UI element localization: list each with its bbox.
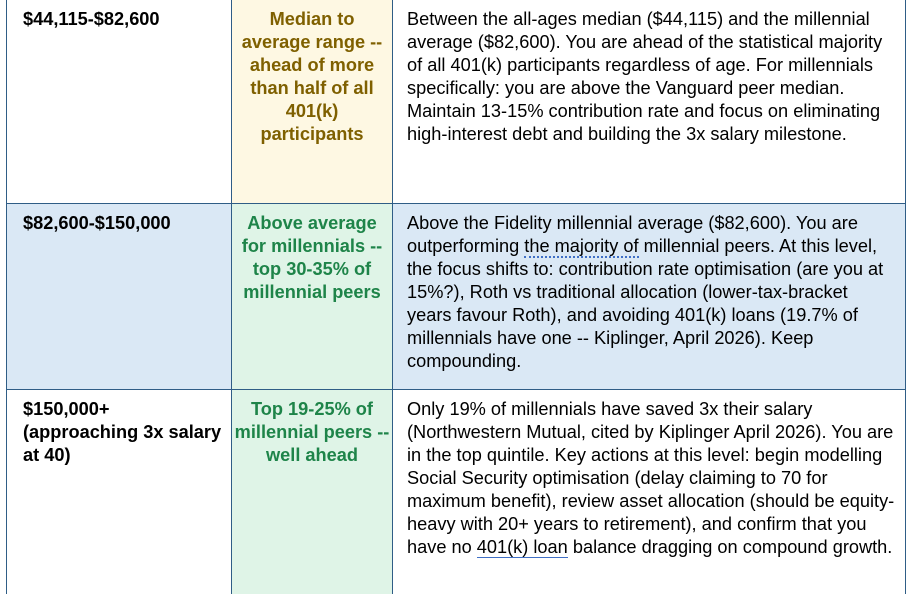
table-row [7,0,906,204]
table-row [7,390,906,594]
balance-range-cell: $82,600-$150,000 [7,204,232,390]
description-cell [393,390,906,594]
description-text: millennial peers. At this level, the focus shifts to: contribution rate optimisation (are you at 15%?), Roth vs traditional allocation (lower-tax-bracket years favour Roth), and avoiding 401(k) loans (19.7% of millennials have one -- Kiplinger, April 2026). Keep compounding. [407,236,883,371]
status-cell: Median to average range -- ahead of more than half of all 401(k) participants [232,0,393,204]
hyperlink-underline[interactable]: 401(k) loan [477,537,568,558]
description-text: Above the Fidelity millennial average ($82,600). You are outperforming [407,213,858,256]
balance-range-cell: $150,000+ (approaching 3x salary at 40) [7,390,232,594]
grammar-flag-underline[interactable]: the majority of [524,236,638,258]
savings-benchmark-table [6,0,906,594]
table-row [7,204,906,390]
balance-range-cell: $44,115-$82,600 [7,0,232,204]
description-text: balance dragging on compound growth. [568,537,893,557]
status-cell: Above average for millennials -- top 30-35% of millennial peers [232,204,393,390]
description-cell: Between the all-ages median ($44,115) and the millennial average ($82,600). You are ahead of the statistical majority of all 401(k) participants regardless of age. For millennials specifically: you are above the Vanguard peer median. Maintain 13-15% contribution rate and focus on eliminating high-interest debt and building the 3x salary milestone. [393,0,906,204]
description-cell [393,204,906,390]
status-cell: Top 19-25% of millennial peers -- well ahead [232,390,393,594]
description-text: Only 19% of millennials have saved 3x their salary (Northwestern Mutual, cited by Kiplinger April 2026). You are in the top quintile. Key actions at this level: begin modelling Social Security optimisation (delay claiming to 70 for maximum benefit), review asset allocation (should be equity-heavy with 20+ years to retirement), and confirm that you have no [407,399,894,557]
